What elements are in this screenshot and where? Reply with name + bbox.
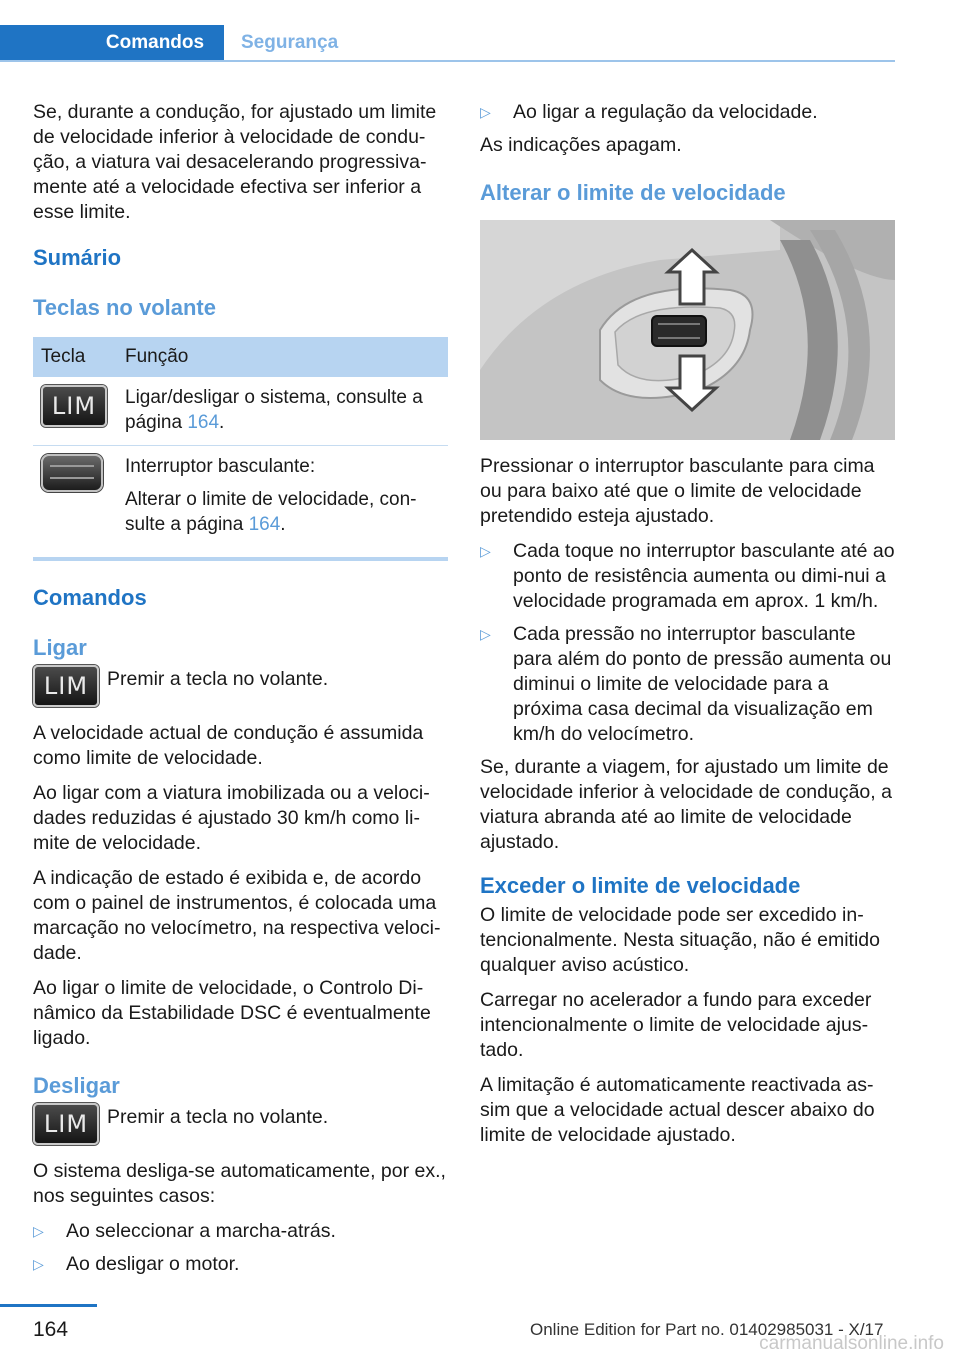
keys-table [33, 337, 448, 557]
off-heading: Desligar [33, 1073, 120, 1098]
list-item: ▷ Cada toque no interruptor basculante até ao ponto de resistência aumenta ou dimi‐nui a velocidade programada em aprox. 1 km/h. [480, 540, 895, 612]
footer-rule [0, 1304, 97, 1307]
watermark: carmanualsonline.info [759, 1333, 944, 1354]
left-column [33, 100, 448, 1287]
exceed-limit-heading: Exceder o limite de velocidade [480, 873, 801, 898]
lim-button-icon: LIM [33, 1103, 99, 1145]
paragraph: Pressionar o interruptor basculante para cima ou para baixo até que o limite de velocidade pretendido esteja ajustado. [480, 455, 875, 527]
rocker-switch-icon [41, 454, 103, 492]
paragraph: O limite de velocidade pode ser excedido in‐tencionalmente. Nesta situação, não é emitido qualquer aviso acústico. [480, 904, 880, 976]
right-column [480, 100, 895, 1158]
triangle-bullet-icon: ▷ [480, 104, 491, 120]
table-row: Interruptor basculante: Alterar o limite de velocidade, con‐sulte a página 164. [33, 446, 448, 558]
table-row: LIM Ligar/desligar o sistema, consulte a página 164. [33, 377, 448, 446]
paragraph: Carregar no acelerador a fundo para exceder intencionalmente o limite de velocidade ajus‐tado. [480, 989, 872, 1061]
paragraph: Se, durante a viagem, for ajustado um limite de velocidade inferior à velocidade de condução, a viatura abranda até ao limite de velocidade ajustado. [480, 756, 892, 853]
rocker-behaviour-list [480, 539, 895, 747]
on-heading: Ligar [33, 635, 87, 660]
controls-heading: Comandos [33, 585, 147, 610]
keys-heading: Teclas no volante [33, 295, 216, 320]
page-link[interactable]: 164 [248, 514, 281, 535]
tab-comandos[interactable]: Comandos [0, 25, 224, 61]
paragraph: As indicações apagam. [480, 134, 682, 156]
page-number: 164 [33, 1318, 69, 1341]
triangle-bullet-icon: ▷ [480, 543, 491, 559]
triangle-bullet-icon: ▷ [33, 1256, 44, 1272]
edition-note: Online Edition for Part no. 01402985031 - X/17 [530, 1320, 884, 1339]
on-instruction: Premir a tecla no volante. [107, 668, 329, 690]
paragraph: Ao ligar o limite de velocidade, o Controlo Di‐nâmico da Estabilidade DSC é eventualmente ligado. [33, 977, 431, 1049]
paragraph: O sistema desliga-se automaticamente, por ex., nos seguintes casos: [33, 1160, 446, 1207]
lim-button-icon: LIM [41, 385, 107, 427]
list-item: ▷ Ao ligar a regulação da velocidade. [480, 101, 818, 123]
paragraph: Ao ligar com a viatura imobilizada ou a veloci‐dades reduzidas é ajustado 30 km/h como li‐mite de velocidade. [33, 782, 430, 854]
intro-paragraph: Se, durante a condução, for ajustado um limite de velocidade inferior à velocidade de condu‐ção, a viatura vai desacelerando progressiva‐mente até a velocidade efectiva ser inferior a esse limite. [33, 101, 437, 223]
col-header-key: Tecla [33, 337, 117, 377]
lim-button-icon: LIM [33, 665, 99, 707]
header-tabs [0, 0, 895, 62]
list-item: ▷ Ao desligar o motor. [33, 1253, 240, 1275]
auto-off-list [33, 1219, 448, 1277]
auto-off-list-continued [480, 100, 895, 125]
page-link[interactable]: 164 [187, 412, 220, 433]
paragraph: A velocidade actual de condução é assumida como limite de velocidade. [33, 722, 424, 769]
col-header-function: Função [117, 337, 448, 377]
table-end-rule [33, 557, 448, 561]
paragraph: A limitação é automaticamente reactivada as‐sim que a velocidade actual descer abaixo do limite de velocidade ajustado. [480, 1074, 875, 1146]
summary-heading: Sumário [33, 245, 122, 270]
list-item: ▷ Ao seleccionar a marcha-atrás. [33, 1220, 336, 1242]
tab-seguranca[interactable]: Segurança [241, 32, 339, 53]
steering-wheel-rocker-photo [480, 220, 895, 440]
off-instruction: Premir a tecla no volante. [107, 1106, 329, 1128]
on-key-row [33, 665, 448, 709]
triangle-bullet-icon: ▷ [33, 1223, 44, 1239]
paragraph: A indicação de estado é exibida e, de acordo com o painel de instrumentos, é colocada uma marcação no velocímetro, na respectiva veloci‐dade. [33, 867, 441, 964]
list-item: ▷ Cada pressão no interruptor basculante para além do ponto de pressão aumenta ou diminui o limite de velocidade para a próxima casa decimal da visualização em km/h do velocímetro. [480, 623, 892, 745]
header-divider [0, 60, 895, 62]
change-limit-heading: Alterar o limite de velocidade [480, 180, 786, 205]
off-key-row [33, 1103, 448, 1147]
triangle-bullet-icon: ▷ [480, 626, 491, 642]
